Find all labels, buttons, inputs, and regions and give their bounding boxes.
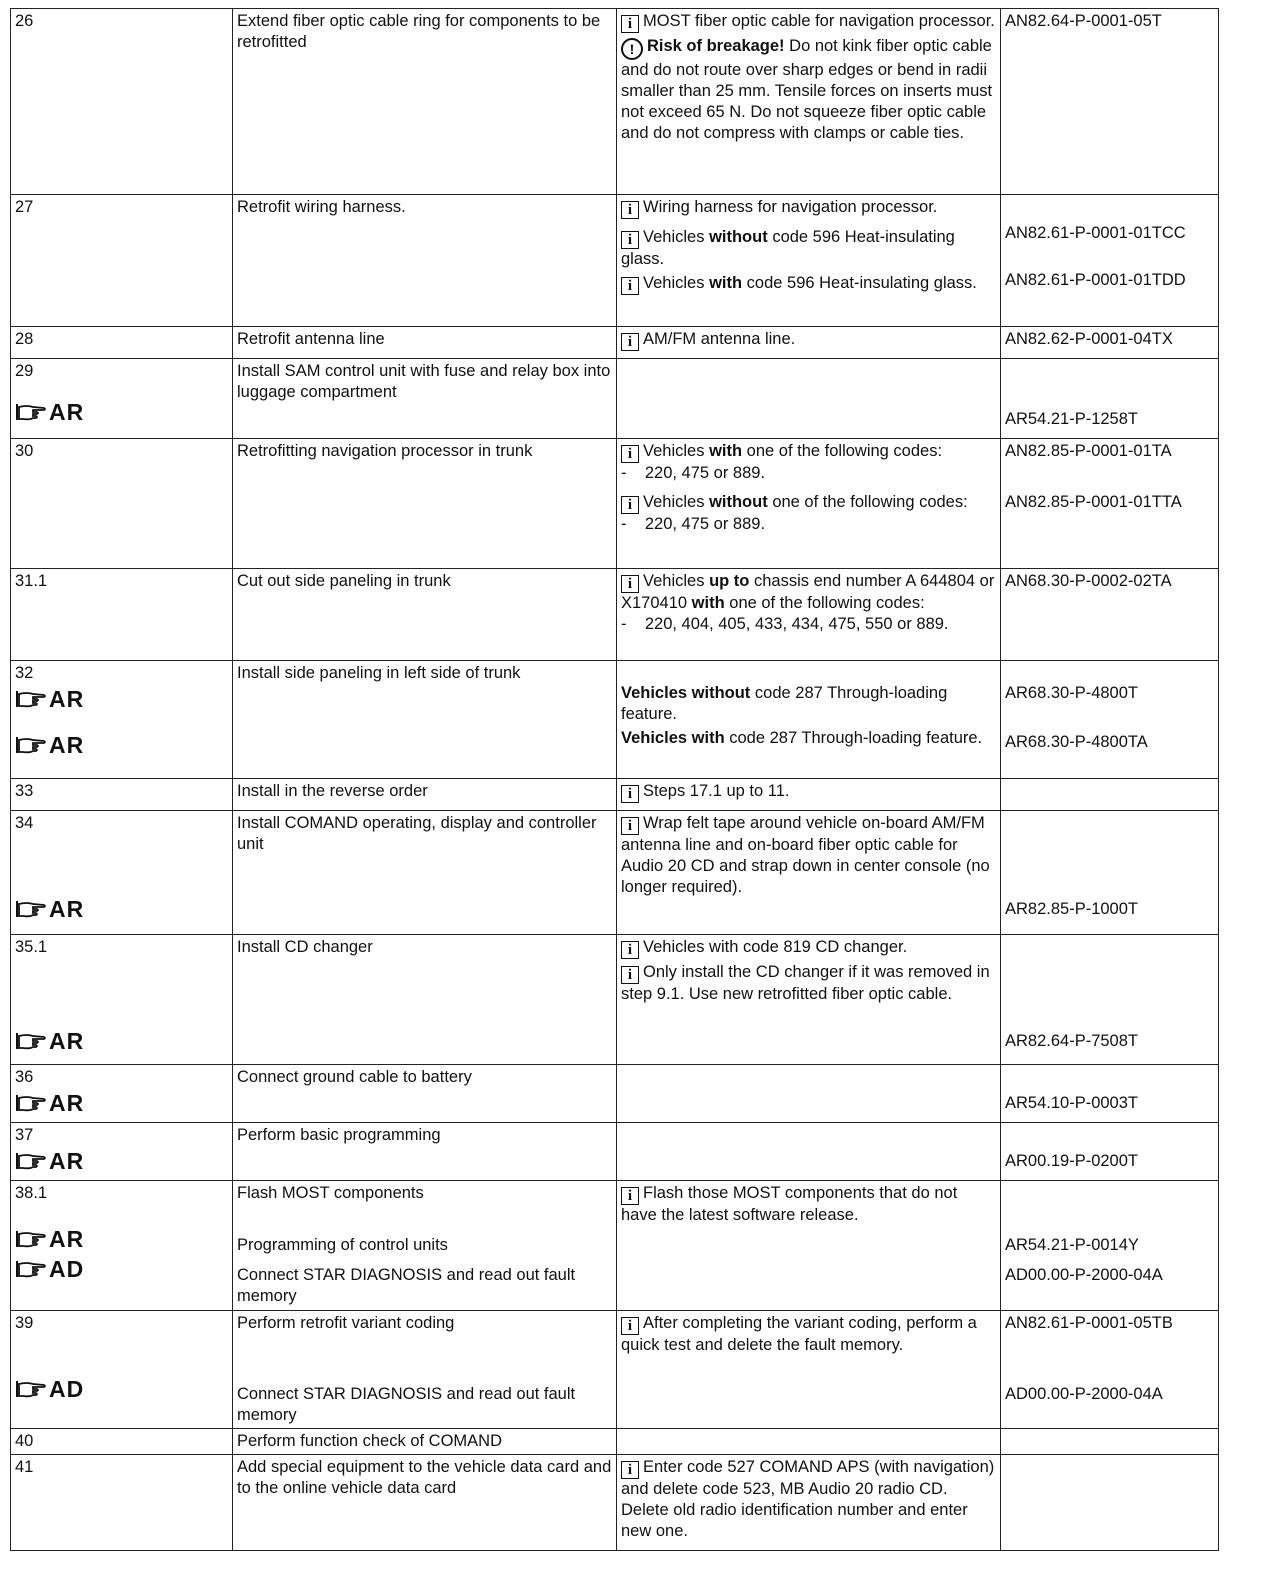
ar-marker [15,1146,228,1176]
ref-cell [1001,811,1219,935]
step-number: 28 [15,330,34,348]
action-text: Install SAM control unit with fuse and relay box into luggage compartment [237,362,611,401]
action-cell [233,1065,617,1123]
procedure-table [10,8,1219,1551]
ref-cell [1001,359,1219,439]
action-text: Retrofit wiring harness. [237,198,406,216]
note-text: Vehicles [643,572,705,590]
ref-link[interactable]: AD00.00-P-2000-04A [1005,1266,1163,1284]
step-cell [11,1065,233,1123]
ref-link[interactable]: AD00.00-P-2000-04A [1005,1385,1163,1403]
pointing-hand-icon [15,1031,47,1051]
action-cell [233,661,617,779]
table-row [11,1311,1219,1429]
step-number: 29 [15,362,34,380]
step-cell [11,1455,233,1551]
code-list: 220, 404, 405, 433, 434, 475, 550 or 889. [644,615,949,633]
pointing-hand-icon [15,689,47,709]
note-cell: i Vehicles up to chassis end number A 644804 or X170410 with one of the following codes: - 220, 404, 405, 433, 434, 475, 550 or 889. [617,569,1001,661]
note-bold: with [691,729,725,747]
step-cell [11,935,233,1065]
code-list: 220, 475 or 889. [644,464,766,482]
ref-link[interactable]: AR68.30-P-4800TA [1005,733,1148,751]
action-text: Install in the reverse order [237,782,428,800]
action-text: Perform basic programming [237,1126,441,1144]
note-bold: with [691,594,725,612]
ref-cell [1001,1065,1219,1123]
ref-link[interactable]: AR54.21-P-0014Y [1005,1236,1139,1254]
action-text: Extend fiber optic cable ring for components to be retrofitted [237,12,601,51]
marker-label: AR [49,398,85,425]
action-text: Retrofitting navigation processor in trunk [237,442,533,460]
marker-label: AR [49,1147,85,1174]
note-text: Vehicles [621,729,688,747]
note-text: After completing the variant coding, perform a quick test and delete the fault memory. [621,1314,977,1354]
note-cell [617,1429,1001,1455]
note-text: one of the following codes: [746,442,943,460]
action-cell [233,1181,617,1311]
note-cell [617,1065,1001,1123]
action-text: Connect ground cable to battery [237,1068,472,1086]
note-bold: without [709,228,768,246]
ref-link[interactable]: AN82.62-P-0001-04TX [1005,330,1173,348]
step-cell [11,1429,233,1455]
marker-label: AD [49,1255,85,1282]
ref-cell [1001,1311,1219,1429]
ad-marker [15,1374,228,1404]
table-row [11,779,1219,811]
step-cell [11,779,233,811]
step-number: 32 [15,664,34,682]
ref-link[interactable]: AN82.64-P-0001-05T [1005,12,1162,30]
ad-marker [15,1254,228,1284]
action-cell [233,1123,617,1181]
ref-link[interactable]: AR00.19-P-0200T [1005,1152,1138,1170]
action-cell [233,935,617,1065]
table-row [11,1181,1219,1311]
marker-label: AR [49,685,85,712]
step-number: 41 [15,1458,34,1476]
table-row [11,1123,1219,1181]
step-cell [11,1311,233,1429]
table-row [11,1065,1219,1123]
action-text: Add special equipment to the vehicle data card and to the online vehicle data card [237,1458,612,1497]
ref-cell [1001,195,1219,327]
note-text: Enter code 527 COMAND APS (with navigation) and delete code 523, MB Audio 20 radio CD. Delete old radio identification number and enter new one. [621,1458,995,1540]
marker-label: AR [49,1027,85,1054]
step-cell [11,1123,233,1181]
action-cell [233,779,617,811]
note-text: Wiring harness for navigation processor. [643,198,938,216]
ref-cell [1001,1181,1219,1311]
step-number: 27 [15,198,34,216]
action-cell [233,327,617,359]
note-text: one of the following codes: [729,594,925,612]
ref-link[interactable]: AN68.30-P-0002-02TA [1005,572,1172,590]
note-text: Steps 17.1 up to 11. [643,782,790,800]
marker-label: AR [49,731,85,758]
ref-link[interactable]: AN82.85-P-0001-01TTA [1005,493,1182,511]
code-list: 220, 475 or 889. [644,515,766,533]
ar-marker [15,684,228,714]
note-text: Vehicles [621,684,688,702]
action-text: Install side paneling in left side of trunk [237,664,521,682]
note-cell [617,779,1001,811]
ref-cell [1001,1455,1219,1551]
ref-link[interactable]: AR54.10-P-0003T [1005,1094,1138,1112]
pointing-hand-icon [15,1379,47,1399]
step-number: 26 [15,12,34,30]
action-cell [233,195,617,327]
ar-marker [15,397,228,427]
marker-label: AR [49,1089,85,1116]
step-number: 35.1 [15,938,48,956]
ar-marker [15,1026,228,1056]
action-cell [233,569,617,661]
ref-link[interactable]: AN82.61-P-0001-01TCC [1005,224,1186,242]
note-cell [617,1455,1001,1551]
step-number: 31.1 [15,572,48,590]
pointing-hand-icon [15,1259,47,1279]
note-cell [617,1123,1001,1181]
table-row [11,439,1219,569]
info-icon: i [621,333,639,351]
step-number: 34 [15,814,34,832]
table-row [11,1429,1219,1455]
note-text: code 287 Through-loading feature. [621,684,948,723]
note-text: AM/FM antenna line. [643,330,796,348]
table-row [11,935,1219,1065]
marker-label: AD [49,1375,85,1402]
step-number: 37 [15,1126,34,1144]
info-icon: i [621,941,639,959]
note-cell [617,1181,1001,1311]
table-row [11,811,1219,935]
info-icon: i [621,966,639,984]
ref-link[interactable]: AN82.61-P-0001-01TDD [1005,271,1186,289]
note-text: Only install the CD changer if it was removed in step 9.1. Use new retrofitted fiber optic cable. [621,963,990,1003]
pointing-hand-icon [15,402,47,422]
table-row [11,9,1219,195]
ref-cell [1001,9,1219,195]
ref-link[interactable]: AN82.61-P-0001-05TB [1005,1314,1173,1332]
action-text: Programming of control units [237,1236,448,1254]
ar-marker [15,730,228,760]
note-text: one of the following codes: [772,493,968,511]
step-cell [11,439,233,569]
note-text: Vehicles [643,442,705,460]
action-text: Cut out side paneling in trunk [237,572,451,590]
info-icon: i [621,231,639,249]
action-text: Perform function check of COMAND [237,1432,502,1450]
step-cell [11,359,233,439]
note-cell [617,1311,1001,1429]
info-icon: i [621,1187,639,1205]
ref-cell [1001,1429,1219,1455]
ref-cell [1001,569,1219,661]
pointing-hand-icon [15,899,47,919]
table-row [11,569,1219,661]
warning-text: Do not kink fiber optic cable and do not route over sharp edges or bend in radii smaller than 25 mm. Tensile forces on inserts must not exceed 65 N. Do not squeeze fiber optic cable and do not compress with clamps or cable ties. [621,37,993,142]
info-icon: i [621,201,639,219]
pointing-hand-icon [15,1093,47,1113]
table-row [11,661,1219,779]
ref-cell [1001,1123,1219,1181]
ref-link[interactable]: AR82.64-P-7508T [1005,1032,1138,1050]
ref-cell [1001,935,1219,1065]
ar-marker [15,1088,228,1118]
note-bold: with [709,274,743,292]
ar-marker [15,894,228,924]
info-icon: i [621,277,639,295]
note-text: Vehicles [643,493,705,511]
note-cell [617,195,1001,327]
warning-title: Risk of breakage! [647,37,785,55]
note-bold: without [709,493,768,511]
action-text: Install CD changer [237,938,373,956]
step-cell [11,195,233,327]
action-cell [233,1455,617,1551]
step-cell [11,327,233,359]
action-cell [233,9,617,195]
note-cell [617,661,1001,779]
pointing-hand-icon [15,1229,47,1249]
table-row [11,359,1219,439]
action-text: Retrofit antenna line [237,330,385,348]
info-icon: i [621,575,639,593]
note-text: Wrap felt tape around vehicle on-board AM/FM antenna line and on-board fiber optic cable for Audio 20 CD and strap down in center console (no longer required). [621,814,990,896]
step-cell [11,661,233,779]
note-text: MOST fiber optic cable for navigation processor. [643,12,995,30]
info-icon: i [621,496,639,514]
note-text: code 287 Through-loading feature. [729,729,983,747]
ref-link[interactable]: AR68.30-P-4800T [1005,684,1138,702]
info-icon: i [621,445,639,463]
info-icon: i [621,1317,639,1335]
ref-cell [1001,327,1219,359]
action-text: Install COMAND operating, display and controller unit [237,814,597,853]
note-bold: up to [709,572,750,590]
step-number: 38.1 [15,1184,48,1202]
action-text: Perform retrofit variant coding [237,1314,455,1332]
ar-marker [15,1224,228,1254]
action-cell [233,1311,617,1429]
step-cell [11,811,233,935]
step-cell [11,569,233,661]
note-cell [617,359,1001,439]
note-cell [617,811,1001,935]
step-cell [11,9,233,195]
step-cell [11,1181,233,1311]
marker-label: AR [49,1225,85,1252]
info-icon: i [621,785,639,803]
info-icon: i [621,817,639,835]
note-text: Vehicles with code 819 CD changer. [643,938,908,956]
step-number: 30 [15,442,34,460]
step-number: 40 [15,1432,34,1450]
table-row [11,1455,1219,1551]
ref-cell [1001,439,1219,569]
step-number: 39 [15,1314,34,1332]
action-cell [233,1429,617,1455]
ref-link[interactable]: AR82.85-P-1000T [1005,900,1138,918]
note-text: code 596 Heat-insulating glass. [621,228,955,268]
note-text: Vehicles [643,228,705,246]
note-cell [617,9,1001,195]
info-icon: i [621,15,639,33]
table-row [11,195,1219,327]
action-text: Flash MOST components [237,1184,424,1202]
pointing-hand-icon [15,1151,47,1171]
marker-label: AR [49,895,85,922]
ref-cell [1001,779,1219,811]
note-text: Flash those MOST components that do not have the latest software release. [621,1184,958,1224]
ref-link[interactable]: AN82.85-P-0001-01TA [1005,442,1172,460]
warning-icon: ! [621,38,643,60]
note-bold: with [709,442,743,460]
action-cell [233,359,617,439]
action-text: Connect STAR DIAGNOSIS and read out fault memory [237,1266,576,1305]
ref-link[interactable]: AR54.21-P-1258T [1005,410,1138,428]
note-cell [617,935,1001,1065]
note-cell [617,327,1001,359]
note-cell: i Vehicles with one of the following codes: - 220, 475 or 889. i Vehicles without one of the following codes: - 220, 475 or 889. [617,439,1001,569]
action-cell [233,439,617,569]
note-text: code 596 Heat-insulating glass. [746,274,977,292]
action-text: Connect STAR DIAGNOSIS and read out fault memory [237,1385,576,1424]
note-text: Vehicles [643,274,705,292]
note-bold: without [691,684,751,702]
table-row [11,327,1219,359]
action-cell [233,811,617,935]
step-number: 33 [15,782,34,800]
ref-cell [1001,661,1219,779]
step-number: 36 [15,1068,34,1086]
info-icon: i [621,1461,639,1479]
note-text: chassis end number A 644804 or X170410 [621,572,995,612]
pointing-hand-icon [15,735,47,755]
